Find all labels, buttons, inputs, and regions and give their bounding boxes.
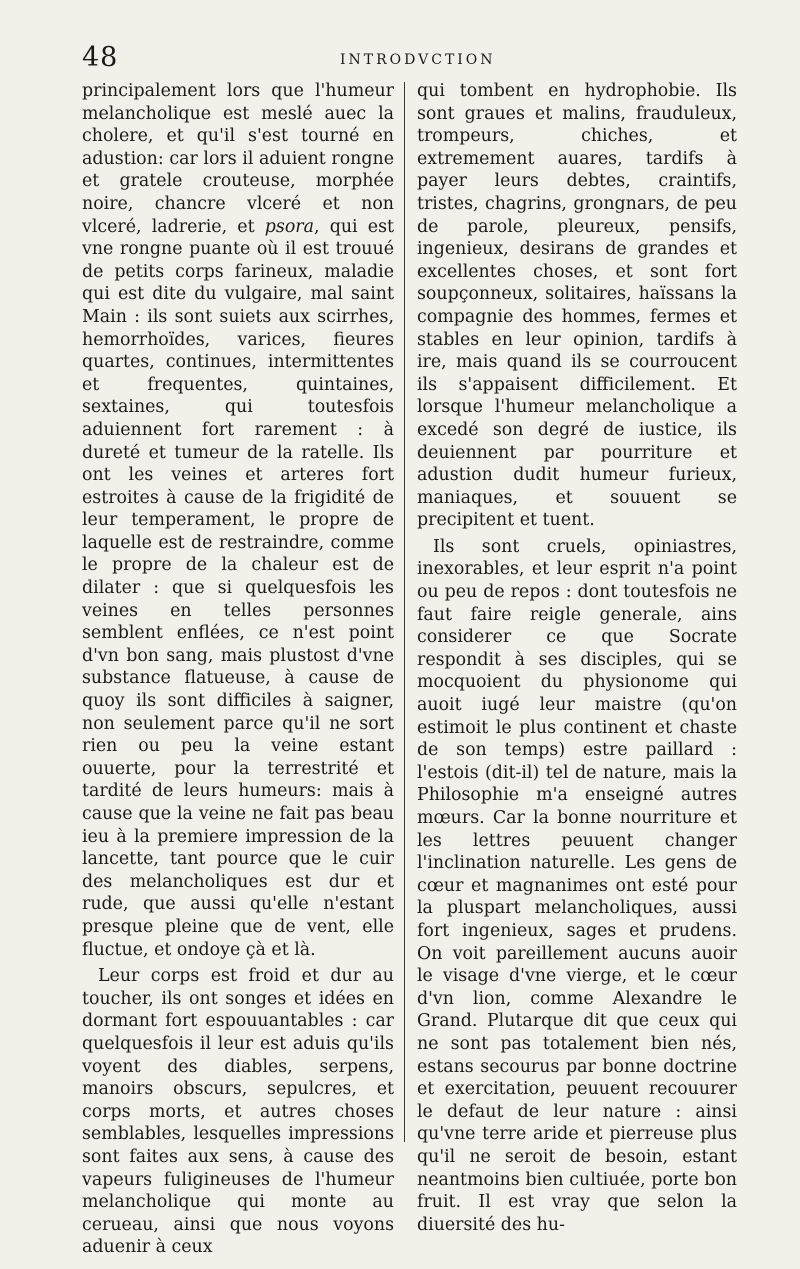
right-column xyxy=(417,80,737,1236)
right-paragraph-1: qui tombent en hydrophobie. Ils sont graues et malins, frauduleux, trompeurs, chiches, et extremement auares, tardifs à payer leurs debtes, craintifs, tristes, chagrins, grongnars, de peu de parole, pleureux, pensifs, ingenieux, desirans de grandes et excellentes choses, et sont fort soupçonneux, solitaires, haïssans la compagnie des hommes, fermes et stables en leur opinion, tardifs à ire, mais quand ils se courroucent ils s'appaisent difficilement. Et lorsque l'humeur melancholique a excedé son degré de iustice, ils deuiennent par pourriture et adustion dudit humeur furieux, maniaques, et souuent se precipitent et tuent. xyxy=(417,81,737,531)
page-number: 48 xyxy=(82,42,119,73)
left-p1-italic-term: psora xyxy=(264,216,314,237)
left-p1-text-a: principalement lors que l'humeur melancholique est meslé auec la cholere, et qu'il s'est tourné en adustion: car lors il aduient rongne et gratele crouteuse, morphée noire, chancre vlceré et non vlceré, ladrerie, et xyxy=(82,81,394,237)
running-head: INTRODVCTION xyxy=(340,52,496,68)
right-paragraph-2: Ils sont cruels, opiniastres, inexorables, et leur esprit n'a point ou peu de repos : dont toutesfois ne faut faire reigle generale, ains considerer ce que Socrate respondit à ses disciples, qui se mocquoient du physionome qui auoit iugé leur maistre (qu'on estimoit le plus continent et chaste de son temps) estre paillard : l'estois (dit-il) tel de nature, mais la Philosophie m'a enseigné autres mœurs. Car la bonne nourriture et les lettres peuuent changer l'inclination naturelle. Les gens de cœur et magnanimes ont esté pour la pluspart melancholiques, aussi fort ingenieux, sages et prudens. On voit pareillement aucuns auoir le visage d'vne vierge, et le cœur d'vn lion, comme Alexandre le Grand. Plutarque dit que ceux qui ne sont pas totalement bien nés, estans secourus par bonne doctrine et exercitation, peuuent recouurer le defaut de leur nature : ainsi qu'vne terre aride et pierreuse plus qu'il ne seroit de besoin, estant neantmoins bien cultiuée, porte bon fruit. Il est vray que selon la diuersité des hu- xyxy=(417,536,737,1235)
left-column xyxy=(82,80,394,1259)
left-paragraph-2: Leur corps est froid et dur au toucher, ils ont songes et idées en dormant fort espouuantables : car quelquesfois il leur est aduis qu'ils voyent des diables, serpens, manoirs obscurs, sepulcres, et corps morts, et autres choses semblables, lesquelles impressions sont faites aux sens, à cause des vapeurs fuligineuses de l'humeur melancholique qui monte au cerueau, ainsi que nous voyons aduenir à ceux xyxy=(82,966,394,1258)
left-p1-text-b: , qui est vne rongne puante où il est trouué de petits corps farineux, maladie qui est dite du vulgaire, mal saint Main : ils sont suiets aux scirrhes, hemorrhoïdes, varices, fieures quartes, continues, intermittentes et frequentes, quintaines, sextaines, qui toutesfois aduiennent fort rarement : à dureté et tumeur de la ratelle. Ils ont les veines et arteres fort estroites à cause de la frigidité de leur temperament, le propre de laquelle est de restraindre, comme le propre de la chaleur est de dilater : que si quelquesfois les veines en telles personnes semblent enflées, ce n'est point d'vn bon sang, mais plustost d'vne substance flatueuse, à cause de quoy ils sont difficiles à saigner, non seulement parce qu'il ne sort rien ou peu la veine estant ouuerte, pour la terrestrité et tardité de leurs humeurs: mais à cause que la veine ne fait pas beau ieu à la premiere impression de la lancette, tant pource que le cuir des melancholiques est dur et rude, que aussi qu'elle n'estant presque pleine que de vent, elle fluctue, et ondoye çà et là. xyxy=(82,216,394,960)
column-divider xyxy=(404,82,405,1142)
left-paragraph-1 xyxy=(82,80,394,961)
